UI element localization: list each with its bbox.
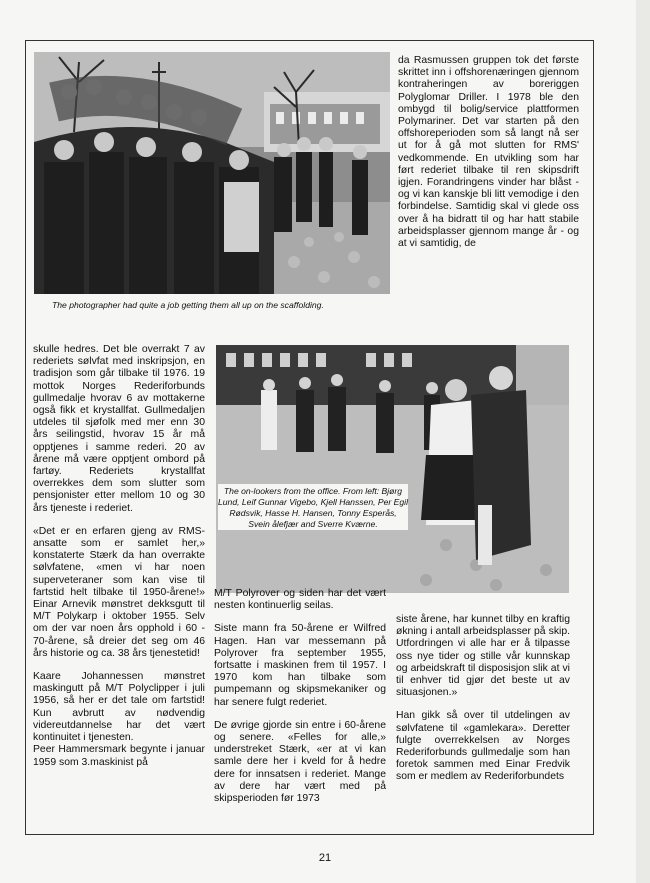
top-photo-caption: The photographer had quite a job getting them all up on the scaffolding.	[52, 300, 324, 310]
column-middle	[214, 588, 386, 805]
paragraph: Siste mann fra 50-årene er Wilfred Hagen. Han var messemann på Polyrover fra september 1955, fortsatte i maskinen frem til 1957. I 1970 kom han tilbake som pumpemann og skipsmekaniker og har senere fulgt rederiet.	[214, 623, 386, 708]
column-top-right	[398, 55, 579, 250]
paragraph: skulle hedres. Det ble overrakt 7 av rederiets sølvfat med inskripsjon, en tradisjon som går tilbake til 1976. 19 mottok Norges Rederiforbunds gullmedalje hvorav 6 av mottakerne også fikk et krystallfat. Gullmedaljen utdeles til sjøfolk med mer enn 30 års seilingstid, hvorav 15 år må opptjenes i samme rederi. 20 av årene må være opptjent ombord på fartøy. Rederiets krystallfat overrekkes dem som slutter som pensjonister etter mellom 10 og 30 års tjeneste i rederiet.	[33, 344, 205, 514]
office-photo-caption: The on-lookers from the office. From left: Bjørg Lund, Leif Gunnar Vigebo, Kjell Hanssen, Per Egil Rødsvik, Hasse H. Hansen, Tonny Esperås, Svein ålefjær and Sverre Kværne.	[218, 486, 408, 529]
paragraph: Han gikk så over til utdelingen av sølvfatene til «gamlekara». Deretter fulgte overrekkelsen av Norges Rederiforbunds gullmedalje som han foretok sammen med Einar Fredvik som er medlem av Rederiforbundets	[396, 710, 570, 783]
page-number: 21	[318, 852, 332, 864]
paragraph: M/T Polyrover og siden har det vært nesten kontinuerlig seilas.	[214, 588, 386, 612]
column-left	[33, 344, 205, 769]
office-photo	[216, 345, 569, 593]
paragraph: Kaare Johannessen mønstret maskingutt på M/T Polyclipper i juli 1956, så her er det tale om fartstid! Kun avbrutt av nødvendig videreutdannelse har det vært kontinuitet i tjenesten.	[33, 671, 205, 744]
column-right	[396, 614, 570, 784]
paragraph: siste årene, har kunnet tilby en kraftig økning i antall arbeidsplasser på skip. Utfordringen vi alle har er å tilpasse oss nye tider og stille vår kunnskap og arbeidskraft til disposisjon slik at vi til enhver tid gjør det beste ut av situasjonen.»	[396, 614, 570, 699]
scan-edge	[636, 0, 650, 883]
paragraph: De øvrige gjorde sin entre i 60-årene og senere. «Felles for alle,» understreket Stærk, «er at vi kan samle dere her i kveld for å hedre dere for innsatsen i rederiet. Mange av dere har vært med på skipsperioden før 1973	[214, 719, 386, 805]
paragraph: Peer Hammersmark begynte i januar 1959 som 3.maskinist på	[33, 744, 205, 768]
paragraph: «Det er en erfaren gjeng av RMS-ansatte som er samlet her,» konstaterte Stærk da han overrakte sølvfatene, «men vi har noen superveteraner som kan vise til fartstid helt tilbake til 1950-årene!» Einar Arnevik mønstret dekksgutt til M/T Polykarp i oktober 1955. Selv om der var noen års opphold i 60 - 70-årene, så dreier det seg om 46 års historie og ca. 38 års tjenestetid!	[33, 525, 205, 659]
paragraph: da Rasmussen gruppen tok det første skrittet inn i offshorenæringen gjennom kontraheringen av boreriggen Polyglomar Driller. I 1978 ble den ombygd til bolig/service plattformen Polymariner. Det var starten på den offshoreperioden som så langt nå ser ut for å gå mot slutten for RMS' vedkommende. En utvikling som har ført rederiet tilbake til ren skipsdrift igjen. Forandringens vinder har blåst - og vi kan kanskje bli litt vemodige i den forbindelse. Samtidig skal vi glede oss over å ha bidratt til og har hatt stabile arbeidsplasser gjennom mange år - og at vi samtidig, de	[398, 55, 579, 250]
crowd-photo	[34, 52, 390, 294]
